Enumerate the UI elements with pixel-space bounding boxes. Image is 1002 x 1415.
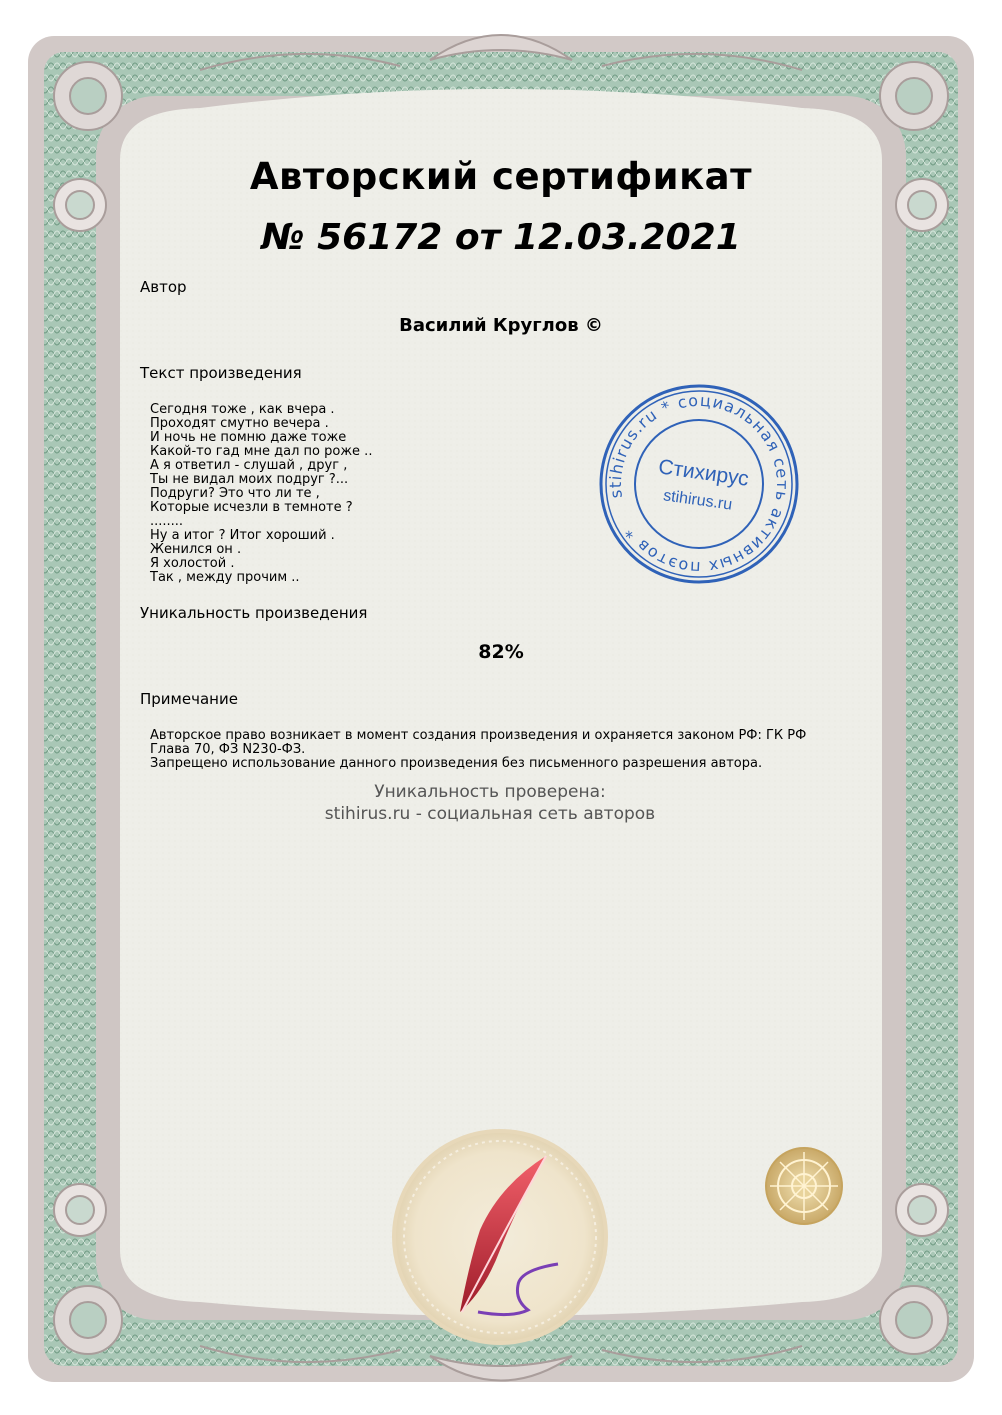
poem-line: Ты не видал моих подруг ?...	[150, 472, 349, 487]
poem-line: Я холостой .	[150, 556, 235, 571]
poem-line: Ну а итог ? Итог хороший .	[150, 528, 335, 543]
stamp-center-name: Стихирус	[656, 455, 751, 491]
poem-line: Проходят смутно вечера .	[150, 416, 329, 431]
certificate-title: Авторский сертификат	[249, 155, 753, 198]
stamp-center-domain: stihirus.ru	[662, 487, 734, 514]
poem-line: Сегодня тоже , как вчера .	[150, 402, 335, 417]
author-name: Василий Круглов ©	[399, 315, 603, 336]
stihirus-stamp	[596, 381, 802, 587]
poem-line: И ночь не помню даже тоже	[150, 430, 347, 445]
uniqueness-label: Уникальность произведения	[140, 604, 368, 622]
poem-line: Женился он .	[150, 542, 242, 557]
poem-line: Подруги? Это что ли те ,	[150, 486, 320, 501]
poem-line: Так , между прочим ..	[150, 570, 300, 585]
note-label: Примечание	[140, 690, 238, 708]
uniqueness-value: 82%	[478, 641, 524, 663]
note-line: Авторское право возникает в момент создания произведения и охраняется законом РФ: ГК РФ Глава 70, ФЗ N230-ФЗ.	[150, 728, 807, 757]
stamp-ring-text: stihirus.ru * социальная сеть активных поэтов *	[605, 390, 793, 578]
poem-text	[150, 403, 372, 585]
svg-text:stihirus.ru * социальная сеть	[596, 381, 802, 587]
poem-line: А я ответил - слушай , друг ,	[150, 458, 348, 473]
note-text	[150, 729, 850, 771]
poem-line: Какой-то гад мне дал по роже ..	[150, 444, 373, 459]
work-label: Текст произведения	[140, 364, 302, 382]
verification-line: Уникальность проверена:	[374, 782, 606, 802]
author-label: Автор	[140, 278, 187, 296]
verification-text	[0, 781, 980, 825]
verification-line: stihirus.ru - социальная сеть авторов	[324, 804, 656, 824]
note-line: Запрещено использование данного произведения без письменного разрешения автора.	[150, 756, 763, 771]
poem-line: Которые исчезли в темноте ?	[150, 500, 353, 515]
poem-line: ........	[150, 514, 184, 529]
certificate-number: № 56172 от 12.03.2021	[261, 217, 741, 258]
